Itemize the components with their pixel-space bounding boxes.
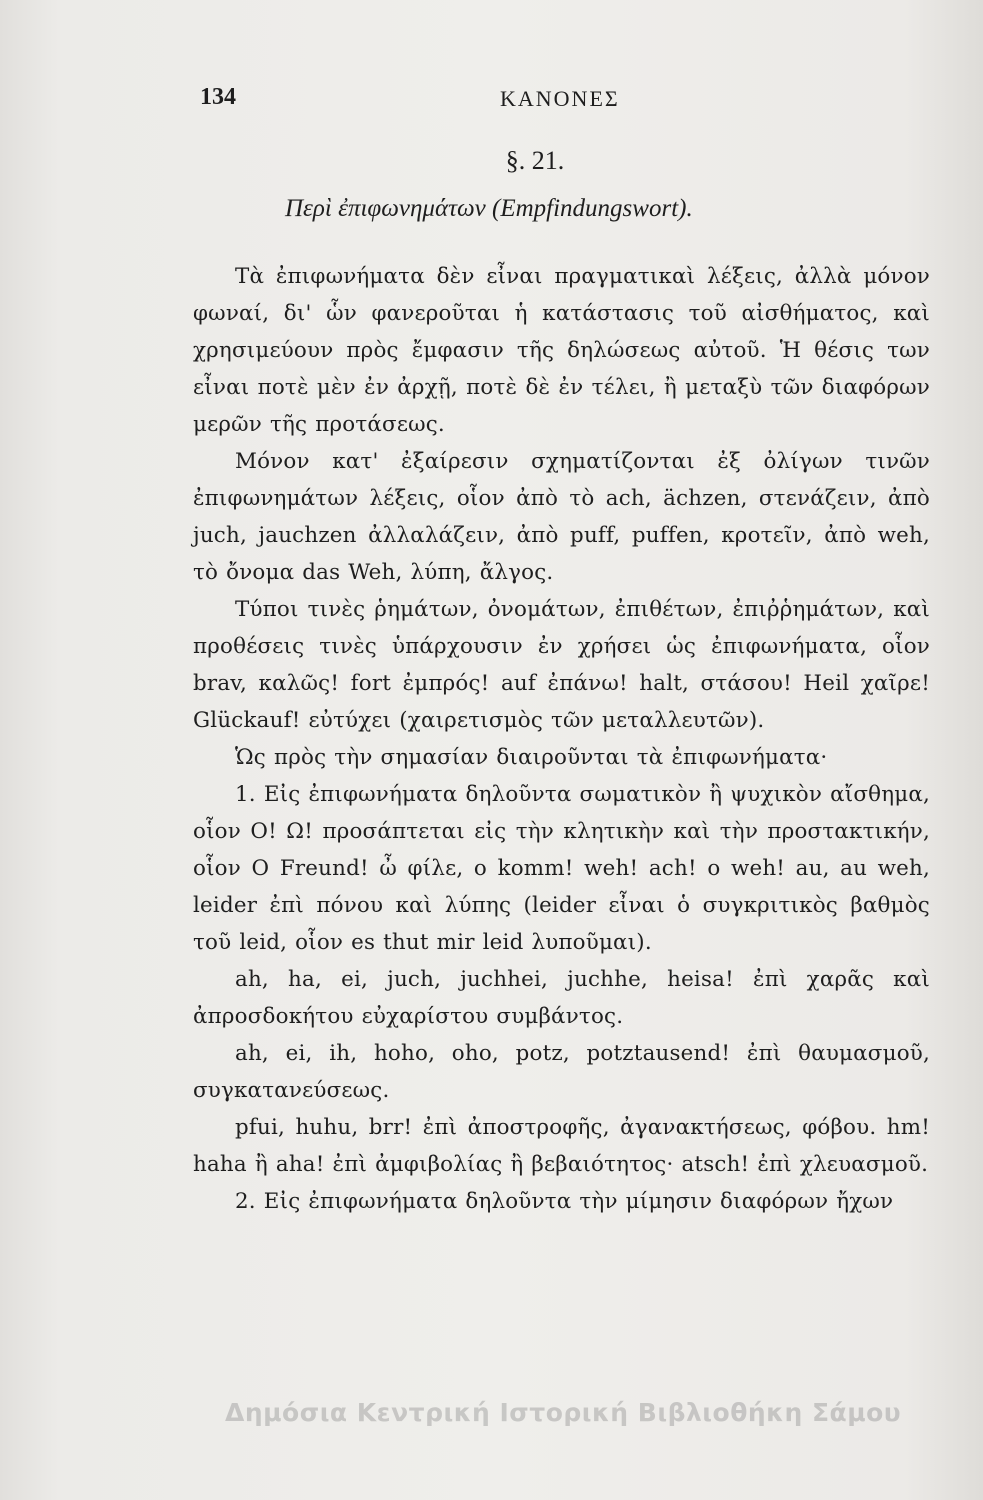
paragraph: pfui, huhu, brr! ἐπὶ ἀποστροφῆς, ἀγανακτήσεως, φόβου. hm! haha ἢ aha! ἐπὶ ἀμφιβολίας ἢ βεβαιότητος· atsch! ἐπὶ χλευασμοῦ.: [193, 1115, 930, 1177]
page-number: 134: [200, 84, 236, 110]
paragraph: ah, ha, ei, juch, juchhei, juchhe, heisa! ἐπὶ χαρᾶς καὶ ἀπροσδοκήτου εὐχαρίστου συμβάντος.: [193, 967, 930, 1029]
paragraph: Ὡς πρὸς τὴν σημασίαν διαιροῦνται τὰ ἐπιφωνήματα·: [235, 745, 828, 770]
paragraph: Τύποι τινὲς ῥημάτων, ὀνομάτων, ἐπιθέτων, ἐπιῤῥημάτων, καὶ προθέσεις τινὲς ὑπάρχουσιν ἐν χρήσει ὡς ἐπιφωνήματα, οἷον brav, καλῶς! fort ἐμπρός! auf ἐπάνω! halt, στάσου! Heil χαῖρε! Glückauf! εὐτύχει (χαιρετισμὸς τῶν μεταλλευτῶν).: [193, 597, 930, 733]
library-watermark: Δημόσια Κεντρική Ιστορική Βιβλιοθήκη Σάμου: [225, 1398, 902, 1427]
page-header: [200, 84, 930, 118]
section-number: §. 21.: [505, 146, 565, 175]
section-title: Περὶ ἐπιφωνημάτων (Empfindungswort).: [285, 195, 693, 222]
paragraph: ah, ei, ih, hoho, oho, potz, potztausend! ἐπὶ θαυμασμοῦ, συγκατανεύσεως.: [193, 1041, 930, 1103]
paragraph: Τὰ ἐπιφωνήματα δὲν εἶναι πραγματικαὶ λέξεις, ἀλλὰ μόνον φωναί, δι' ὧν φανεροῦται ἡ κατάστασις τοῦ αἰσθήματος, καὶ χρησιμεύουν πρὸς ἔμφασιν τῆς δηλώσεως αὐτοῦ. Ἡ θέσις των εἶναι ποτὲ μὲν ἐν ἀρχῇ, ποτὲ δὲ ἐν τέλει, ἢ μεταξὺ τῶν διαφόρων μερῶν τῆς προτάσεως.: [193, 264, 930, 437]
list-item: 1. Εἰς ἐπιφωνήματα δηλοῦντα σωματικὸν ἢ ψυχικὸν αἴσθημα, οἷον O! Ω! προσάπτεται εἰς τὴν κλητικὴν καὶ τὴν προστακτικήν, οἷον O Freund! ὦ φίλε, o komm! weh! ach! o weh! au, au weh, leider ἐπὶ πόνου καὶ λύπης (leider εἶναι ὁ συγκριτικὸς βαθμὸς τοῦ leid, οἷον es thut mir leid λυποῦμαι).: [193, 782, 930, 955]
body-text: [193, 258, 930, 1220]
paragraph: Μόνον κατ' ἐξαίρεσιν σχηματίζονται ἐξ ὀλίγων τινῶν ἐπιφωνημάτων λέξεις, οἷον ἀπὸ τὸ ach, ächzen, στενάζειν, ἀπὸ juch, jauchzen ἀλλαλάζειν, ἀπὸ puff, puffen, κροτεῖν, ἀπὸ weh, τὸ ὄνομα das Weh, λύπη, ἄλγος.: [193, 449, 930, 585]
list-item: 2. Εἰς ἐπιφωνήματα δηλοῦντα τὴν μίμησιν διαφόρων ἤχων: [235, 1189, 894, 1214]
running-head: ΚΑΝΟΝΕΣ: [500, 86, 620, 111]
